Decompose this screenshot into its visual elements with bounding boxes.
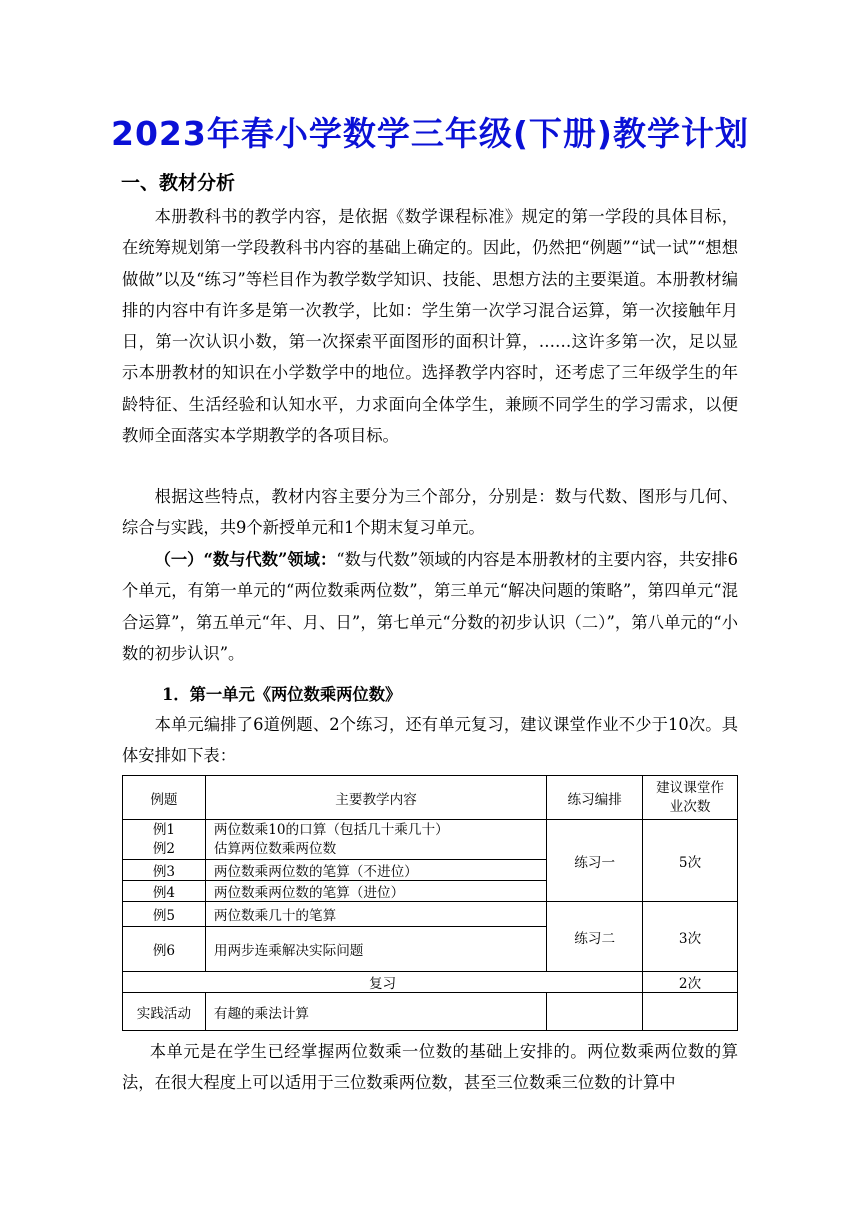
table-row — [123, 902, 738, 927]
table-header-cell: 例题 — [123, 776, 206, 820]
subsection-body: “数与代数”领域的内容是本册教材的主要内容，共安排6个单元，有第一单元的“两位数乘两位数”，第三单元“解决问题的策略”，第四单元“混合运算”，第五单元“年、月、日”，第七单元“分数的初步认识（二）”，第八单元的“小数的初步认识”。 — [122, 550, 738, 663]
example-cell: 例3 — [123, 860, 206, 881]
paragraph-intro: 本册教科书的教学内容，是依据《数学课程标准》规定的第一学段的具体目标，在统筹规划第一学段教科书内容的基础上确定的。因此，仍然把“例题”“试一试”“想想做做”以及“练习”等栏目作为教学数学知识、技能、思想方法的主要渠道。本册教材编排的内容中有许多是第一次教学，比如：学生第一次学习混合运算，第一次接触年月日，第一次认识小数，第一次探索平面图形的面积计算，……这许多第一次，足以显示本册教材的知识在小学数学中的地位。选择教学内容时，还考虑了三年级学生的年龄特征、生活经验和认知水平，力求面向全体学生，兼顾不同学生的学习需求，以便教师全面落实本学期教学的各项目标。 — [122, 207, 738, 446]
section-heading: 一、教材分析 — [121, 172, 236, 194]
content-cell: 两位数乘几十的笔算 — [205, 902, 546, 927]
paragraph-parts: 根据这些特点，教材内容主要分为三个部分，分别是：数与代数、图形与几何、综合与实践，共9个新授单元和1个期末复习单元。 — [122, 487, 738, 538]
count-cell: 2次 — [643, 972, 738, 993]
count-cell: 3次 — [643, 902, 738, 972]
table-activity-row — [123, 993, 738, 1031]
content-cell: 两位数乘两位数的笔算（不进位） — [205, 860, 546, 881]
paragraph-number-algebra — [122, 544, 738, 669]
example-cell: 例6 — [123, 927, 206, 972]
content-cell: 两位数乘两位数的笔算（进位） — [205, 881, 546, 902]
activity-label-cell: 实践活动 — [123, 993, 206, 1031]
table-header-row — [123, 776, 738, 820]
table-header-cell: 建议课堂作业次数 — [643, 776, 738, 820]
empty-cell — [547, 993, 643, 1031]
empty-cell — [643, 993, 738, 1031]
example-cell: 例1 例2 — [123, 820, 206, 860]
schedule-table — [122, 775, 738, 1031]
example-cell: 例5 — [123, 902, 206, 927]
table-header-cell: 练习编排 — [547, 776, 643, 820]
page-title: 2023年春小学数学三年级(下册)教学计划 — [110, 114, 749, 153]
table-header-cell: 主要教学内容 — [205, 776, 546, 820]
content-cell: 用两步连乘解决实际问题 — [205, 927, 546, 972]
subsection-lead: （一）“数与代数”领域： — [154, 550, 337, 569]
activity-content-cell: 有趣的乘法计算 — [205, 993, 546, 1031]
table-row — [123, 820, 738, 860]
content-cell: 两位数乘10的口算（包括几十乘几十） 估算两位数乘两位数 — [205, 820, 546, 860]
count-cell: 5次 — [643, 820, 738, 902]
table-review-row — [123, 972, 738, 993]
practice-cell: 练习二 — [547, 902, 643, 972]
practice-cell: 练习一 — [547, 820, 643, 902]
unit-heading: 1．第一单元《两位数乘两位数》 — [162, 685, 402, 704]
example-cell: 例4 — [123, 881, 206, 902]
paragraph-unit-detail: 本单元是在学生已经掌握两位数乘一位数的基础上安排的。两位数乘两位数的算法，在很大程度上可以适用于三位数乘两位数，甚至三位数乘三位数的计算中 — [122, 1042, 738, 1093]
review-cell: 复习 — [123, 972, 643, 993]
paragraph-unit-intro: 本单元编排了6道例题、2个练习，还有单元复习，建议课堂作业不少于10次。具体安排如下表： — [122, 715, 738, 766]
